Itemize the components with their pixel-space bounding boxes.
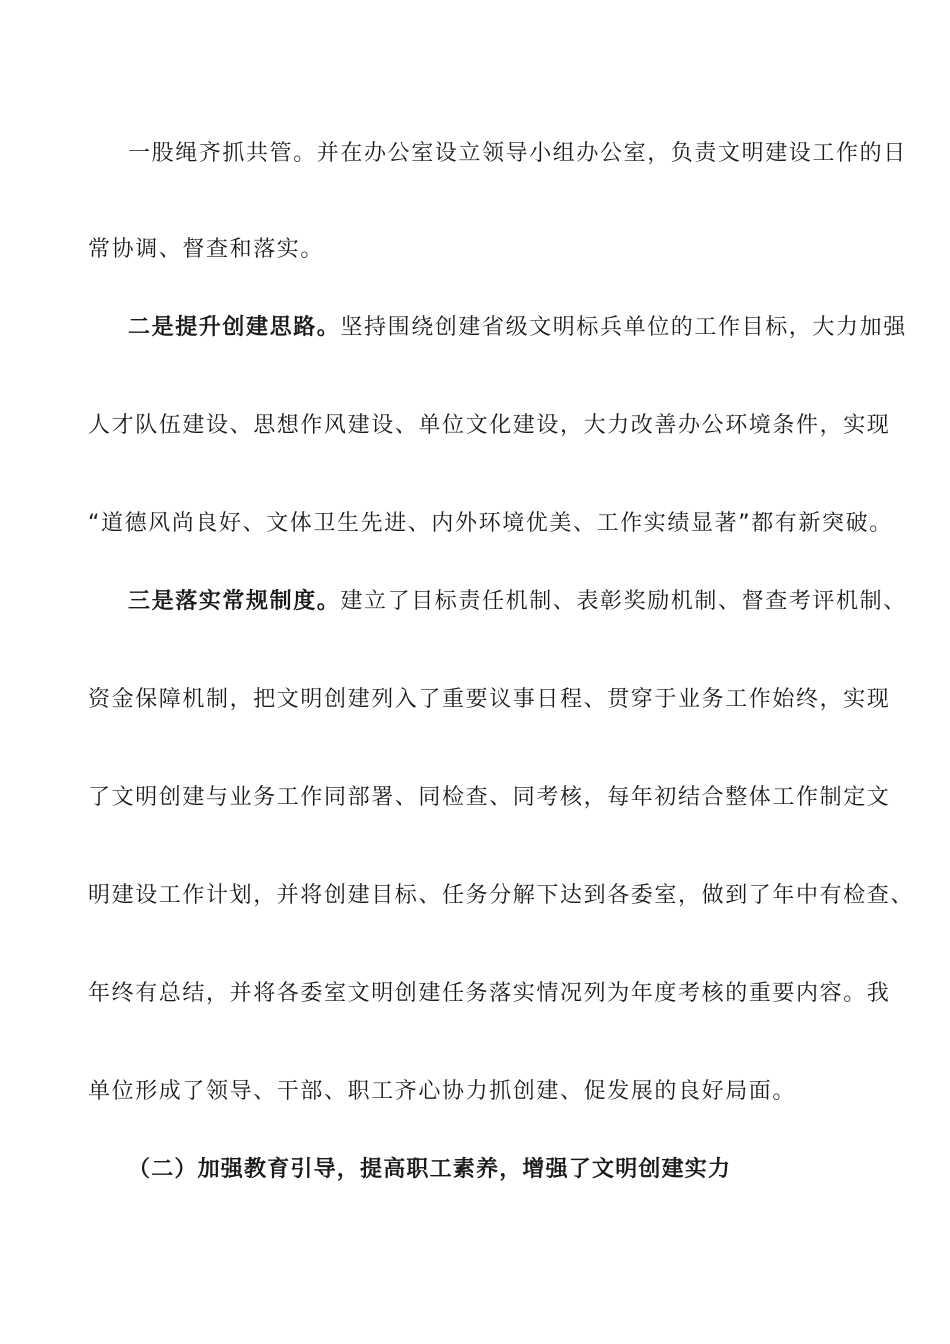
paragraph-text: 建立了目标责任机制、表彰奖励机制、督查考评机制、 xyxy=(340,589,907,614)
text-line: 了文明创建与业务工作同部署、同检查、同考核，每年初结合整体工作制定文 xyxy=(88,785,891,810)
text-line: 年终有总结，并将各委室文明创建任务落实情况列为年度考核的重要内容。我 xyxy=(88,981,891,1006)
text-line: 人才队伍建设、思想作风建设、单位文化建设，大力改善办公环境条件，实现 xyxy=(88,413,891,438)
paragraph-first-line xyxy=(128,587,918,617)
section-heading: （二）加强教育引导，提高职工素养，增强了文明创建实力 xyxy=(128,1157,732,1182)
text-line: 一股绳齐抓共管。并在办公室设立领导小组办公室，负责文明建设工作的日 xyxy=(128,141,907,166)
text-line: 明建设工作计划，并将创建目标、任务分解下达到各委室，做到了年中有检查、 xyxy=(88,883,915,908)
paragraph-text: 坚持围绕创建省级文明标兵单位的工作目标，大力加强 xyxy=(340,315,907,340)
paragraph-lead-bold: 三是落实常规制度。 xyxy=(128,589,341,614)
text-line: 单位形成了领导、干部、职工齐心协力抓创建、促发展的良好局面。 xyxy=(88,1079,797,1104)
text-line: 资金保障机制，把文明创建列入了重要议事日程、贯穿于业务工作始终，实现 xyxy=(88,687,891,712)
paragraph-first-line xyxy=(128,313,918,343)
text-line: 常协调、督查和落实。 xyxy=(88,237,325,262)
text-line: “道德风尚良好、文体卫生先进、内外环境优美、工作实绩显著”都有新突破。 xyxy=(88,511,893,536)
paragraph-lead-bold: 二是提升创建思路。 xyxy=(128,315,341,340)
